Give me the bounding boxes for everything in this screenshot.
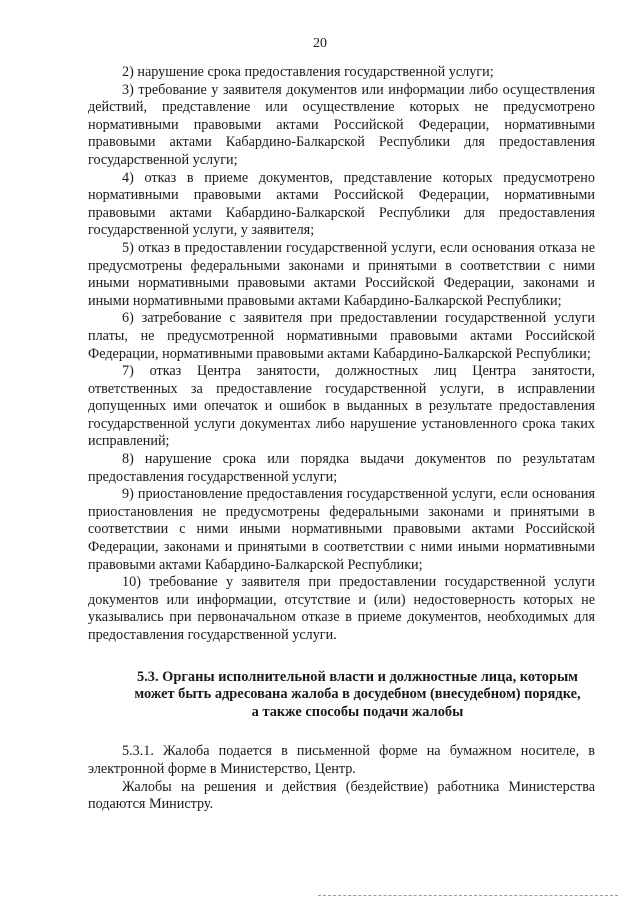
list-item-2: 2) нарушение срока предоставления государственной услуги; — [122, 64, 494, 80]
list-item-3: 3) требование у заявителя документов или информации либо осуществления действий, представление или осуществление которых не предусмотрено нормативными правовыми актами Российской Федерации, нормативными правовыми актами Кабардино-Балкарской Республики для предоставления государственной услуги; — [88, 81, 595, 168]
list-item-5: 5) отказ в предоставлении государственной услуги, если основания отказа не предусмотрены федеральными законами и принятыми в соответствии с ними иными нормативными правовыми актами Российской Федерации, законами и иными нормативными правовыми актами Кабардино-Балкарской Республики; — [88, 239, 595, 309]
section-heading — [88, 669, 595, 722]
list-item-9: 9) приостановление предоставления государственной услуги, если основания приостановления не предусмотрены федеральными законами и принятыми в соответствии с ними иными нормативными правовыми актами Российской Федерации, законами и принятыми в соответствии с ними иными нормативными правовыми актами Кабардино-Балкарской Республики; — [88, 486, 595, 573]
list-item-6: 6) затребование с заявителя при предоставлении государственной услуги платы, не предусмотренной нормативными правовыми актами Российской Федерации, нормативными правовыми актами Кабардино-Балкарской Республики; — [88, 310, 595, 362]
document-body — [88, 64, 595, 814]
list-item-10: 10) требование у заявителя при предоставлении государственной услуги документов или информации, отсутствие и (или) недостоверность которых не указывались при первоначальном отказе в приеме документов, необходимых для предоставления государственной услуги. — [88, 574, 595, 643]
list-item-7: 7) отказ Центра занятости, должностных лиц Центра занятости, ответственных за предоставление государственной услуги, в исправлении допущенных ими опечаток и ошибок в выданных в результате предоставления государственной услуги документах либо нарушение установленного срока таких исправлений; — [88, 363, 595, 450]
page-bottom-rule — [318, 895, 618, 896]
list-item-4: 4) отказ в приеме документов, представление которых предусмотрено нормативными правовыми актами Российской Федерации, нормативными правовыми актами Кабардино-Балкарской Республики для предоставления государственной услуги, у заявителя; — [88, 169, 595, 239]
complaint-paragraph: Жалобы на решения и действия (бездействие) работника Министерства подаются Министру. — [88, 778, 595, 813]
clause-5-3-1: 5.3.1. Жалоба подается в письменной форме на бумажном носителе, в электронной форме в Министерство, Центр. — [88, 743, 595, 777]
section-heading-line: 5.3. Органы исполнительной власти и должностные лица, которым — [137, 668, 578, 685]
page-number: 20 — [313, 36, 327, 51]
section-heading-line: может быть адресована жалоба в досудебном (внесудебном) порядке, — [134, 686, 581, 703]
section-heading-line: а также способы подачи жалобы — [251, 703, 464, 720]
list-item-8: 8) нарушение срока или порядка выдачи документов по результатам предоставления государственной услуги; — [88, 451, 595, 485]
